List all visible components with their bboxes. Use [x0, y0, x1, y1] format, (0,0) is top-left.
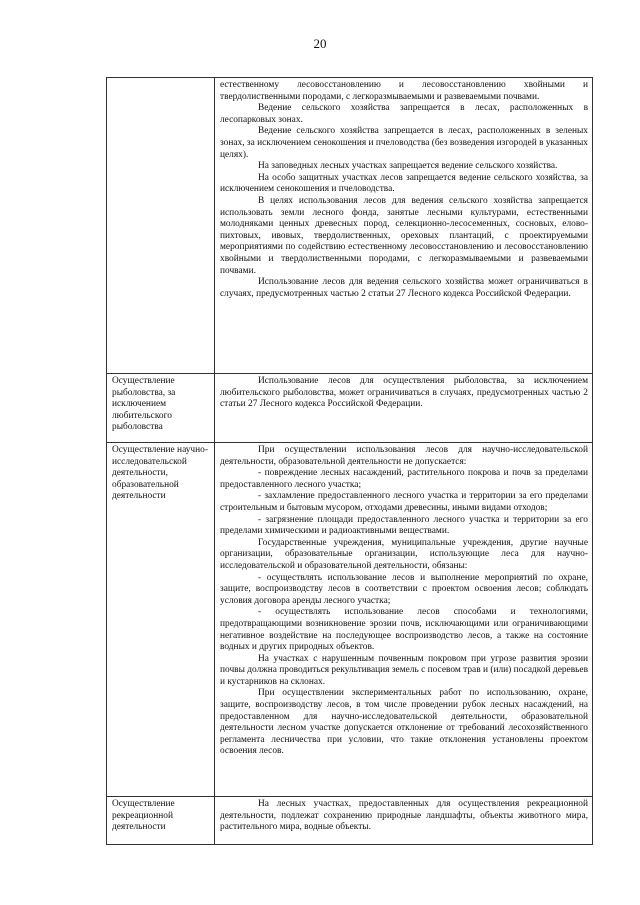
paragraph: Ведение сельского хозяйства запрещается в лесах, расположенных в зеленых зонах, за исключением сенокошения и пчеловодства (без возведения изгородей в указанных целях).	[220, 126, 588, 160]
paragraph: Государственные учреждения, муниципальные учреждения, другие научные организации, образовательные организации, использующие леса для научно-исследовательской и образовательной деятельности, обязаны:	[220, 537, 588, 571]
restrictions-cell	[215, 443, 593, 797]
table-row	[107, 443, 593, 797]
paragraph: естественному лесовосстановлению и лесовосстановлению хвойными и твердолиственными породами, с легкоразмываемыми и развеваемыми почвами.	[220, 80, 588, 102]
paragraph: На участках с нарушенным почвенным покровом при угрозе развития эрозии почвы должна проводиться рекультивация земель с посевом трав и (или) посадкой деревьев и кустарников на склонах.	[220, 653, 588, 687]
paragraph: - осуществлять использование лесов способами и технологиями, предотвращающими возникновение эрозии почв, исключающими или ограничивающими негативное воздействие на последующее воспроизводство лесов, а также на состояние водных и других природных объектов.	[220, 607, 588, 653]
activity-cell	[107, 78, 215, 374]
paragraph: Использование лесов для ведения сельского хозяйства может ограничиваться в случаях, предусмотренных частью 2 статьи 27 Лесного кодекса Российской Федерации.	[220, 277, 588, 299]
restrictions-cell	[215, 797, 593, 845]
paragraph: На особо защитных участках лесов запрещается ведение сельского хозяйства, за исключением сенокошения и пчеловодства.	[220, 172, 588, 195]
paragraph: На заповедных лесных участках запрещается ведение сельского хозяйства.	[258, 161, 558, 172]
paragraph: - захламление предоставленного лесного участка и территории за его пределами строительным и бытовым мусором, отходами древесины, иными видами отходов;	[220, 491, 588, 513]
restrictions-cell	[215, 374, 593, 443]
restrictions-cell	[215, 78, 593, 374]
table-row	[107, 797, 593, 845]
paragraph: Ведение сельского хозяйства запрещается в лесах, расположенных в лесопарковых зонах.	[220, 103, 588, 125]
paragraph: Использование лесов для осуществления рыболовства, за исключением любительского рыболовства, может ограничиваться в случаях, предусмотренных частью 2 статьи 27 Лесного кодекса Российской Федерации.	[220, 376, 588, 410]
paragraph: При осуществлении использования лесов для научно-исследовательской деятельности, образовательной деятельности не допускается:	[220, 445, 588, 467]
paragraph: - загрязнение площади предоставленного лесного участка и территории за его пределами химическими и радиоактивными веществами.	[220, 514, 588, 537]
activity-cell: Осуществление научно-исследовательской деятельности, образовательной деятельности	[107, 443, 215, 797]
paragraph: В целях использования лесов для ведения сельского хозяйства запрещается использовать земли лесного фонда, занятые лесными культурами, естественными молодняками ценных древесных пород, селекционно-лесосеменных, сосновых, елово-пихтовых, ивовых, твердолиственных, ореховых плантаций, с проектируемыми мероприятиями по содействию естественному лесовосстановлению и лесовосстановлению хвойными и твердолиственными породами, с легкоразмываемыми и развеваемыми почвами.	[220, 195, 588, 276]
paragraph: При осуществлении экспериментальных работ по использованию, охране, защите, воспроизводству лесов, в том числе проведении рубок лесных насаждений, на предоставленном для научно-исследовательской деятельности, образовательной деятельности лесном участке допускается отклонение от требований лесохозяйственного регламента лесничества при условии, что такие отклонения установлены проектом освоения лесов.	[220, 688, 588, 757]
activity-cell: Осуществление рекреационной деятельности	[107, 797, 215, 845]
table-row	[107, 78, 593, 374]
paragraph: На лесных участках, предоставленных для осуществления рекреационной деятельности, подлежат сохранению природные ландшафты, объекты животного мира, растительного мира, водные объекты.	[220, 799, 588, 833]
paragraph: - осуществлять использование лесов и выполнение мероприятий по охране, защите, воспроизводству лесов в соответствии с проектом освоения лесов; соблюдать условия договора аренды лесного участка;	[220, 572, 588, 606]
activity-cell: Осуществление рыболовства, за исключением любительского рыболовства	[107, 374, 215, 443]
table-row	[107, 374, 593, 443]
regulation-table	[106, 77, 593, 845]
page-number: 20	[313, 36, 327, 51]
paragraph: - повреждение лесных насаждений, растительного покрова и почв за пределами предоставленного лесного участка;	[220, 468, 588, 490]
